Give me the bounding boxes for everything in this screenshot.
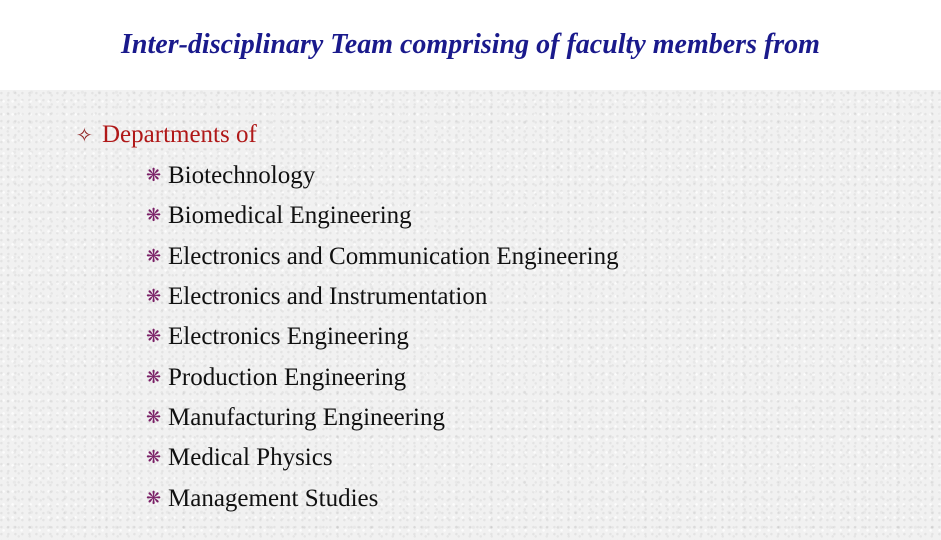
department-name: Electronics Engineering: [168, 323, 409, 351]
department-name: Medical Physics: [168, 444, 333, 472]
list-item: [146, 196, 619, 236]
department-name: Electronics and Communication Engineering: [168, 242, 619, 270]
snowflake-bullet-icon: ❋: [146, 286, 162, 308]
list-item: [146, 317, 619, 357]
department-name: Electronics and Instrumentation: [168, 283, 488, 311]
list-item: [146, 398, 619, 438]
snowflake-bullet-icon: ❋: [146, 487, 162, 509]
snowflake-bullet-icon: ❋: [146, 366, 162, 388]
department-name: Manufacturing Engineering: [168, 403, 445, 431]
list-item: [146, 357, 619, 397]
bullet-label: Departments of: [102, 121, 257, 148]
list-item: [146, 478, 619, 518]
diamond-star-icon: ✧: [76, 123, 93, 147]
department-name: Biomedical Engineering: [168, 202, 412, 230]
department-list: [146, 156, 619, 519]
list-item: [146, 237, 619, 277]
department-name: Management Studies: [168, 484, 379, 512]
list-item: [146, 156, 619, 196]
department-name: Production Engineering: [168, 363, 407, 391]
snowflake-bullet-icon: ❋: [146, 165, 162, 187]
snowflake-bullet-icon: ❋: [146, 447, 162, 469]
list-item: [146, 438, 619, 478]
snowflake-bullet-icon: ❋: [146, 406, 162, 428]
bullet-departments: [76, 118, 257, 152]
department-name: Biotechnology: [168, 162, 316, 190]
snowflake-bullet-icon: ❋: [146, 205, 162, 227]
slide-title: Inter-disciplinary Team comprising of faculty members from: [121, 29, 820, 60]
snowflake-bullet-icon: ❋: [146, 326, 162, 348]
list-item: [146, 277, 619, 317]
snowflake-bullet-icon: ❋: [146, 245, 162, 267]
